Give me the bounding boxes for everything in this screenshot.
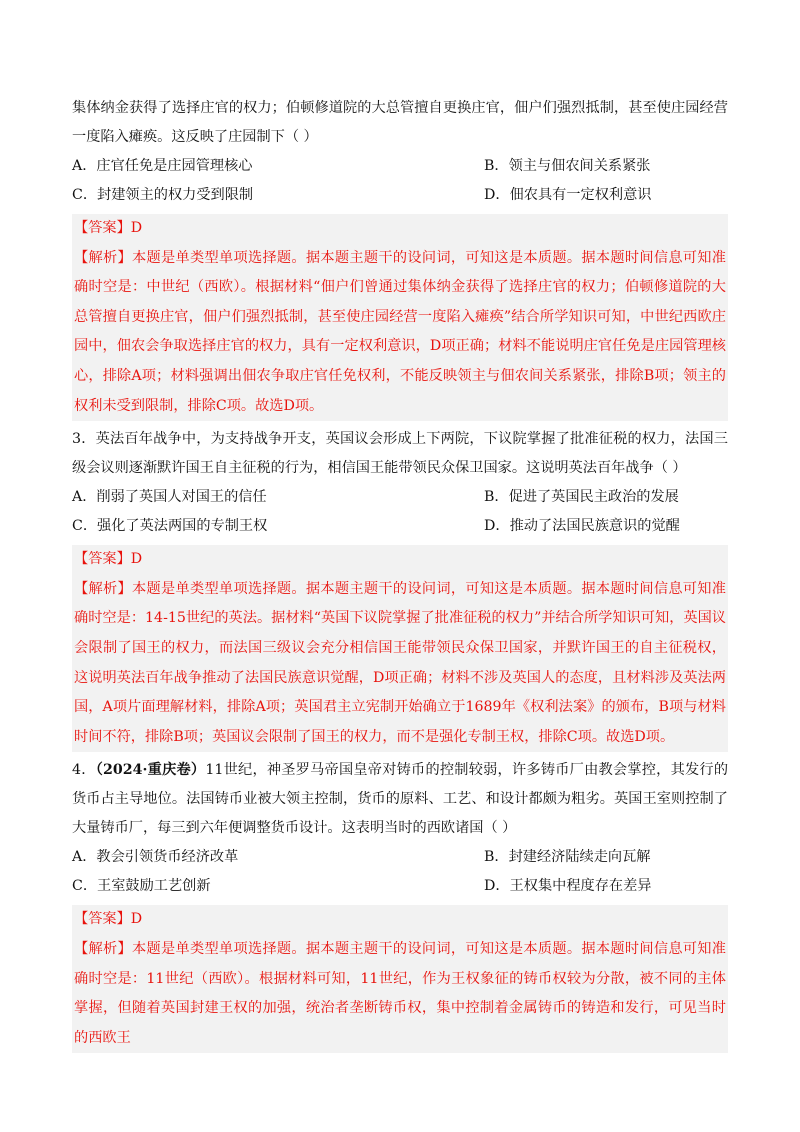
q4-options [72, 843, 728, 901]
document-page [72, 94, 728, 1057]
q2-answer: 【答案】D [74, 220, 143, 236]
q4-source: （2024·重庆卷） [95, 762, 206, 779]
q3-option-b: B．促进了英国民主政治的发展 [484, 489, 679, 506]
q3-option-c: C．强化了英法两国的专制王权 [72, 518, 268, 535]
q2-answer-block [72, 214, 728, 421]
q4-option-b: B．封建经济陆续走向瓦解 [484, 849, 651, 866]
q4-stem: 11世纪，神圣罗马帝国皇帝对铸币的控制较弱，许多铸币厂由教会掌控，其发行的货币占主导地位。法国铸币业被大领主控制，货币的原料、工艺、和设计都颇为粗劣。英国王室则控制了大量铸币厂，每三到六年便调整货币设计。这表明当时的西欧诸国（ ） [72, 762, 729, 837]
q3-option-d: D．推动了法国民族意识的觉醒 [484, 518, 680, 535]
q4-option-c: C．王室鼓励工艺创新 [72, 878, 211, 895]
q2-option-d: D．佃农具有一定权利意识 [484, 187, 652, 203]
q4-answer: 【答案】D [74, 911, 143, 928]
q2-analysis: 【解析】本题是单类型单项选择题。据本题主题干的设问词，可知这是本质题。据本题时间信息可知准确时空是：中世纪（西欧）。根据材料“佃户们曾通过集体纳金获得了选择庄官的权力；伯顿修道院的大总管擅自更换庄官，佃户们强烈抵制，甚至使庄园经营一度陷入瘫痪”结合所学知识可知，中世纪西欧庄园中，佃农会争取选择庄官的权力，具有一定权利意识，D项正确；材料不能说明庄官任免是庄园管理核心，排除A项；材料强调出佃农争取庄官任免权利，不能反映领主与佃农间关系紧张，排除B项；领主的权利未受到限制，排除C项。故选D项。 [74, 249, 726, 414]
q3-stem: 英法百年战争中，为支持战争开支，英国议会形成上下两院，下议院掌握了批准征税的权力，法国三级会议则逐渐默许国王自主征税的行为，相信国王能带领民众保卫国家。这说明英法百年战争（ ） [72, 431, 728, 477]
q2-option-b: B．领主与佃农间关系紧张 [484, 158, 651, 174]
q4-number: 4． [72, 762, 96, 779]
q2-options [72, 152, 728, 210]
q3-answer-block [72, 545, 728, 752]
q3-stem-paragraph [72, 425, 728, 483]
q2-option-a: A．庄官任免是庄园管理核心 [72, 158, 253, 174]
q4-stem-paragraph [72, 756, 728, 843]
q3-options [72, 483, 728, 541]
q3-option-a: A．削弱了英国人对国王的信任 [72, 489, 267, 506]
q4-analysis: 【解析】本题是单类型单项选择题。据本题主题干的设问词，可知这是本质题。据本题时间信息可知准确时空是：11世纪（西欧）。根据材料可知，11世纪，作为王权象征的铸币权较为分散，被不同的主体掌握，但随着英国封建王权的加强，统治者垄断铸币权，集中控制着金属铸币的铸造和发行，可见当时的西欧王 [74, 940, 726, 1046]
q3-number: 3． [72, 431, 96, 448]
q2-option-c: C．封建领主的权力受到限制 [72, 187, 254, 203]
q3-analysis: 【解析】本题是单类型单项选择题。据本题主题干的设问词，可知这是本质题。据本题时间信息可知准确时空是：14-15世纪的英法。据材料“英国下议院掌握了批准征税的权力”并结合所学知识可知，英国议会限制了国王的权力，而法国三级议会充分相信国王能带领民众保卫国家，并默许国王的自主征税权，这说明英法百年战争推动了法国民族意识觉醒，D项正确；材料不涉及英国人的态度，且材料涉及英法两国，A项片面理解材料，排除A项；英国君主立宪制开始确立于1689年《权利法案》的颁布，B项与材料时间不符，排除B项；英国议会限制了国王的权力，而不是强化专制王权，排除C项。故选D项。 [74, 580, 726, 745]
q2-stem: 集体纳金获得了选择庄官的权力；伯顿修道院的大总管擅自更换庄官，佃户们强烈抵制，甚至使庄园经营一度陷入瘫痪。这反映了庄园制下（ ） [72, 100, 728, 145]
q4-option-a: A．教会引领货币经济改革 [72, 849, 239, 866]
q4-option-d: D．王权集中程度存在差异 [484, 878, 652, 895]
q4-answer-block [72, 905, 728, 1053]
q3-answer: 【答案】D [74, 551, 143, 568]
